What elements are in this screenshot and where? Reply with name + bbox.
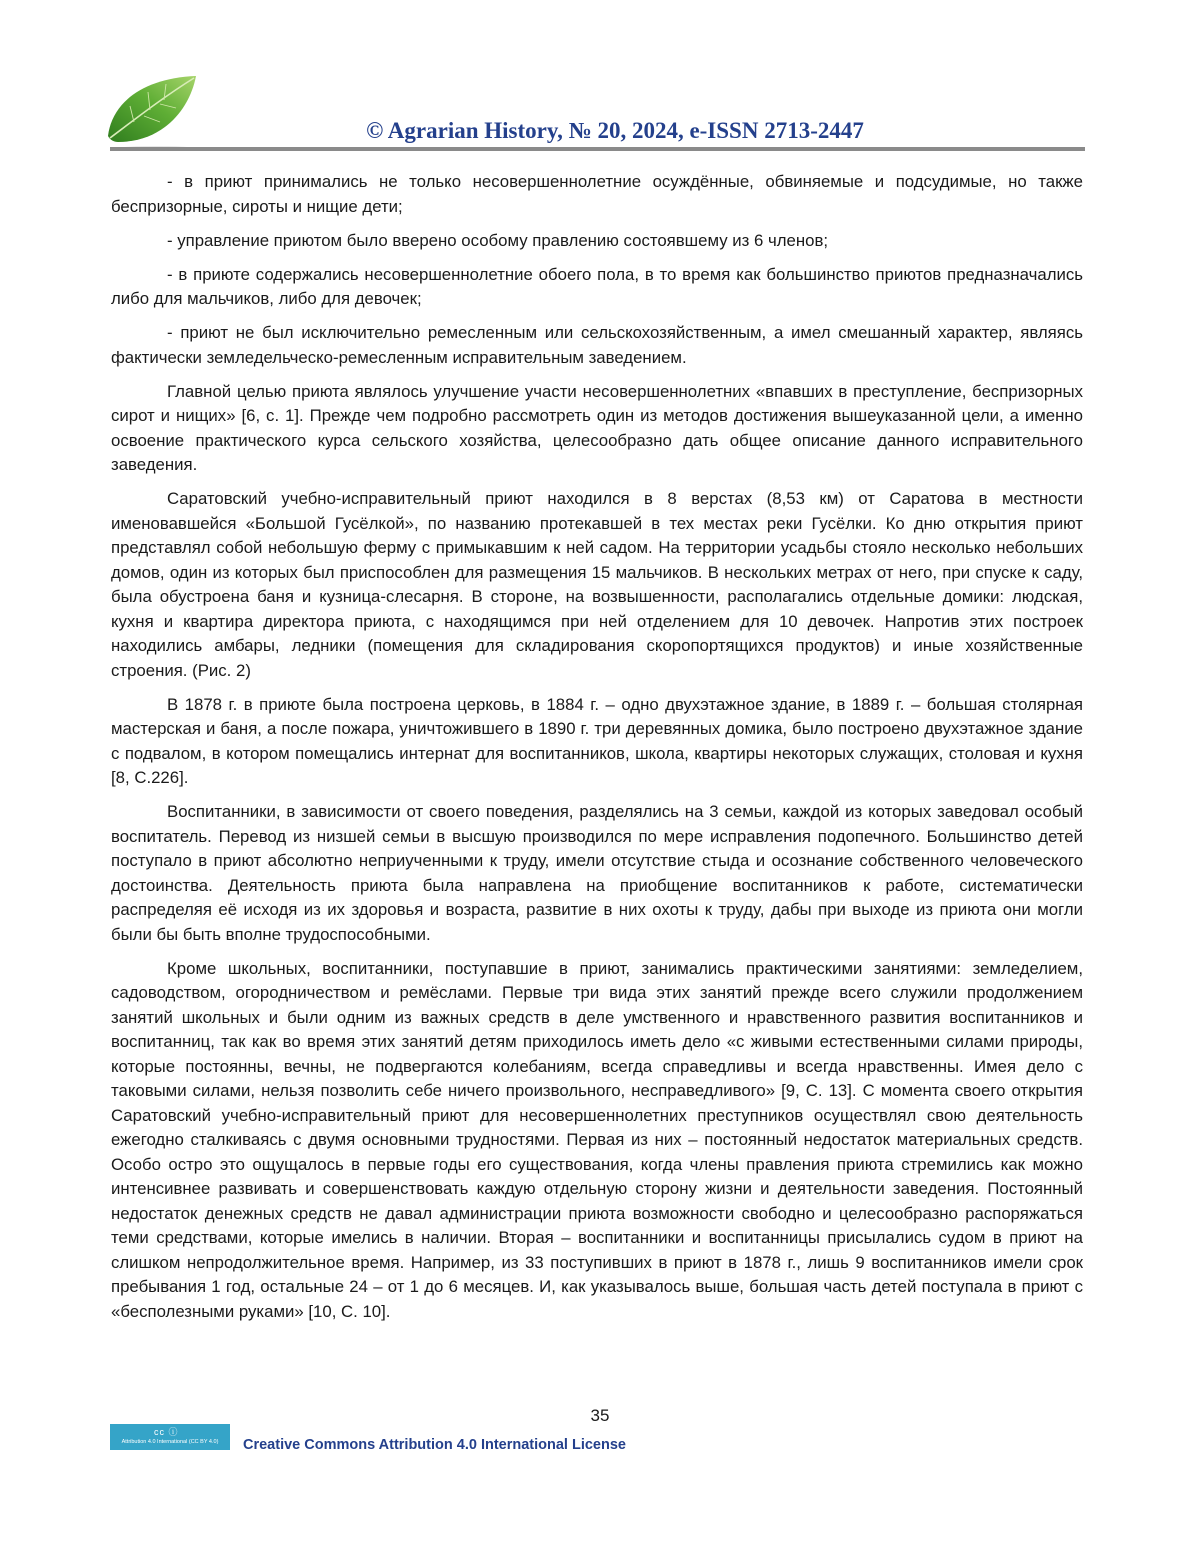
paragraph: В 1878 г. в приюте была построена церковь, в 1884 г. – одно двухэтажное здание, в 1889 г. – большая столярная мастерская и баня, а после пожара, уничтожившего в 1890 г. три деревянных домика, было построено двухэтажное здание с подвалом, в котором помещались интернат для воспитанников, школа, квартиры некоторых служащих, столовая и кухня [8, С.226]. xyxy=(111,694,1083,787)
page-number: 35 xyxy=(590,1406,610,1425)
journal-header: © Agrarian History, № 20, 2024, e-ISSN 2713-2447 xyxy=(366,118,864,143)
paragraph: - в приюте содержались несовершеннолетние обоего пола, в то время как большинство приютов предназначались либо для мальчиков, либо для девочек; xyxy=(111,264,1083,308)
paragraph: - управление приютом было вверено особому правлению состоявшему из 6 членов; xyxy=(167,230,829,250)
paragraph: - приют не был исключительно ремесленным или сельскохозяйственным, а имел смешанный характер, являясь фактически земледельческо-ремесленным исправительным заведением. xyxy=(111,323,1083,367)
cc-badge-label: Attribution 4.0 International (CC BY 4.0) xyxy=(121,1439,219,1445)
cc-badge-circles: cc ⓘ xyxy=(154,1427,179,1437)
paragraph: Воспитанники, в зависимости от своего поведения, разделялись на 3 семьи, каждой из которых заведовал особый воспитатель. Перевод из низшей семьи в высшую производился по мере исправления подопечного. Большинство детей поступало в приют абсолютно неприученными к труду, имели отсутствие стыда и осознание собственного человеческого достоинства. Деятельность приюта была направлена на приобщение воспитанников к работе, систематически распределяя её исходя из их здоровья и возраста, развитие в них охоты к труду, дабы при выходе из приюта они могли были бы быть вполне трудоспособными. xyxy=(111,802,1083,944)
header-rule xyxy=(110,147,1085,151)
paragraph: Главной целью приюта являлось улучшение участи несовершеннолетних «впавших в преступление, беспризорных сирот и нищих» [6, с. 1]. Прежде чем подробно рассмотреть один из методов достижения вышеуказанной цели, а именно освоение практического курса сельского хозяйства, целесообразно дать общее описание данного исправительного заведения. xyxy=(111,381,1083,474)
paragraph: - в приют принимались не только несовершеннолетние осуждённые, обвиняемые и подсудимые, но также беспризорные, сироты и нищие дети; xyxy=(111,172,1083,216)
paragraph: Саратовский учебно-исправительный приют находился в 8 верстах (8,53 км) от Саратова в местности именовавшейся «Большой Гусёлкой», по названию протекавшей в тех местах реки Гусёлки. Ко дню открытия приют представлял собой небольшую ферму с примыкавшим к ней садом. На территории усадьбы стояло несколько небольших домов, один из которых был приспособлен для размещения 15 мальчиков. В нескольких метрах от него, при спуске к саду, была обустроена баня и кузница-слесарня. В стороне, на возвышенности, располагались отдельные домики: людская, кухня и квартира директора приюта, с находящимся при ней отделением для 10 девочек. Напротив этих построек находились амбары, ледники (помещения для складирования скоропортящихся продуктов) и иные хозяйственные строения. (Рис. 2) xyxy=(111,489,1083,680)
article-body xyxy=(111,170,1083,1334)
cc-by-badge-icon[interactable] xyxy=(110,1424,230,1450)
license-link[interactable]: Creative Commons Attribution 4.0 International License xyxy=(243,1437,626,1453)
paragraph: Кроме школьных, воспитанники, поступавшие в приют, занимались практическими занятиями: земледелием, садоводством, огородничеством и ремёслами. Первые три вида этих занятий прежде всего служили продолжением занятий школьных и были одним из важных средств в деле умственного и нравственного развития воспитанников и воспитанниц, так как во время этих занятий детям приходилось иметь дело «с живыми естественными силами природы, которые постоянны, вечны, не подвергаются колебаниям, всегда справедливы и всегда нравственны. Имея дело с таковыми силами, нельзя позволить себе ничего произвольного, несправедливого» [9, С. 13]. С момента своего открытия Саратовский учебно-исправительный приют для несовершеннолетних преступников осуществлял свою деятельность ежегодно сталкиваясь с двумя основными трудностями. Первая из них – постоянный недостаток материальных средств. Особо остро это ощущалось в первые годы его существования, когда члены правления приюта стремились как можно интенсивнее развивать и совершенствовать каждую отдельную сторону жизни и деятельности заведения. Постоянный недостаток денежных средств не давал администрации приюта возможности свободно и целесообразно распоряжаться теми средствами, которые имелись в наличии. Вторая – воспитанники и воспитанницы присылались судом в приют на слишком непродолжительное время. Например, из 33 поступивших в приют в 1878 г., лишь 9 воспитанников имели срок пребывания 1 год, остальные 24 – от 1 до 6 месяцев. И, как указывалось выше, большая часть детей поступала в приют с «бесполезными руками» [10, С. 10]. xyxy=(111,958,1083,1321)
